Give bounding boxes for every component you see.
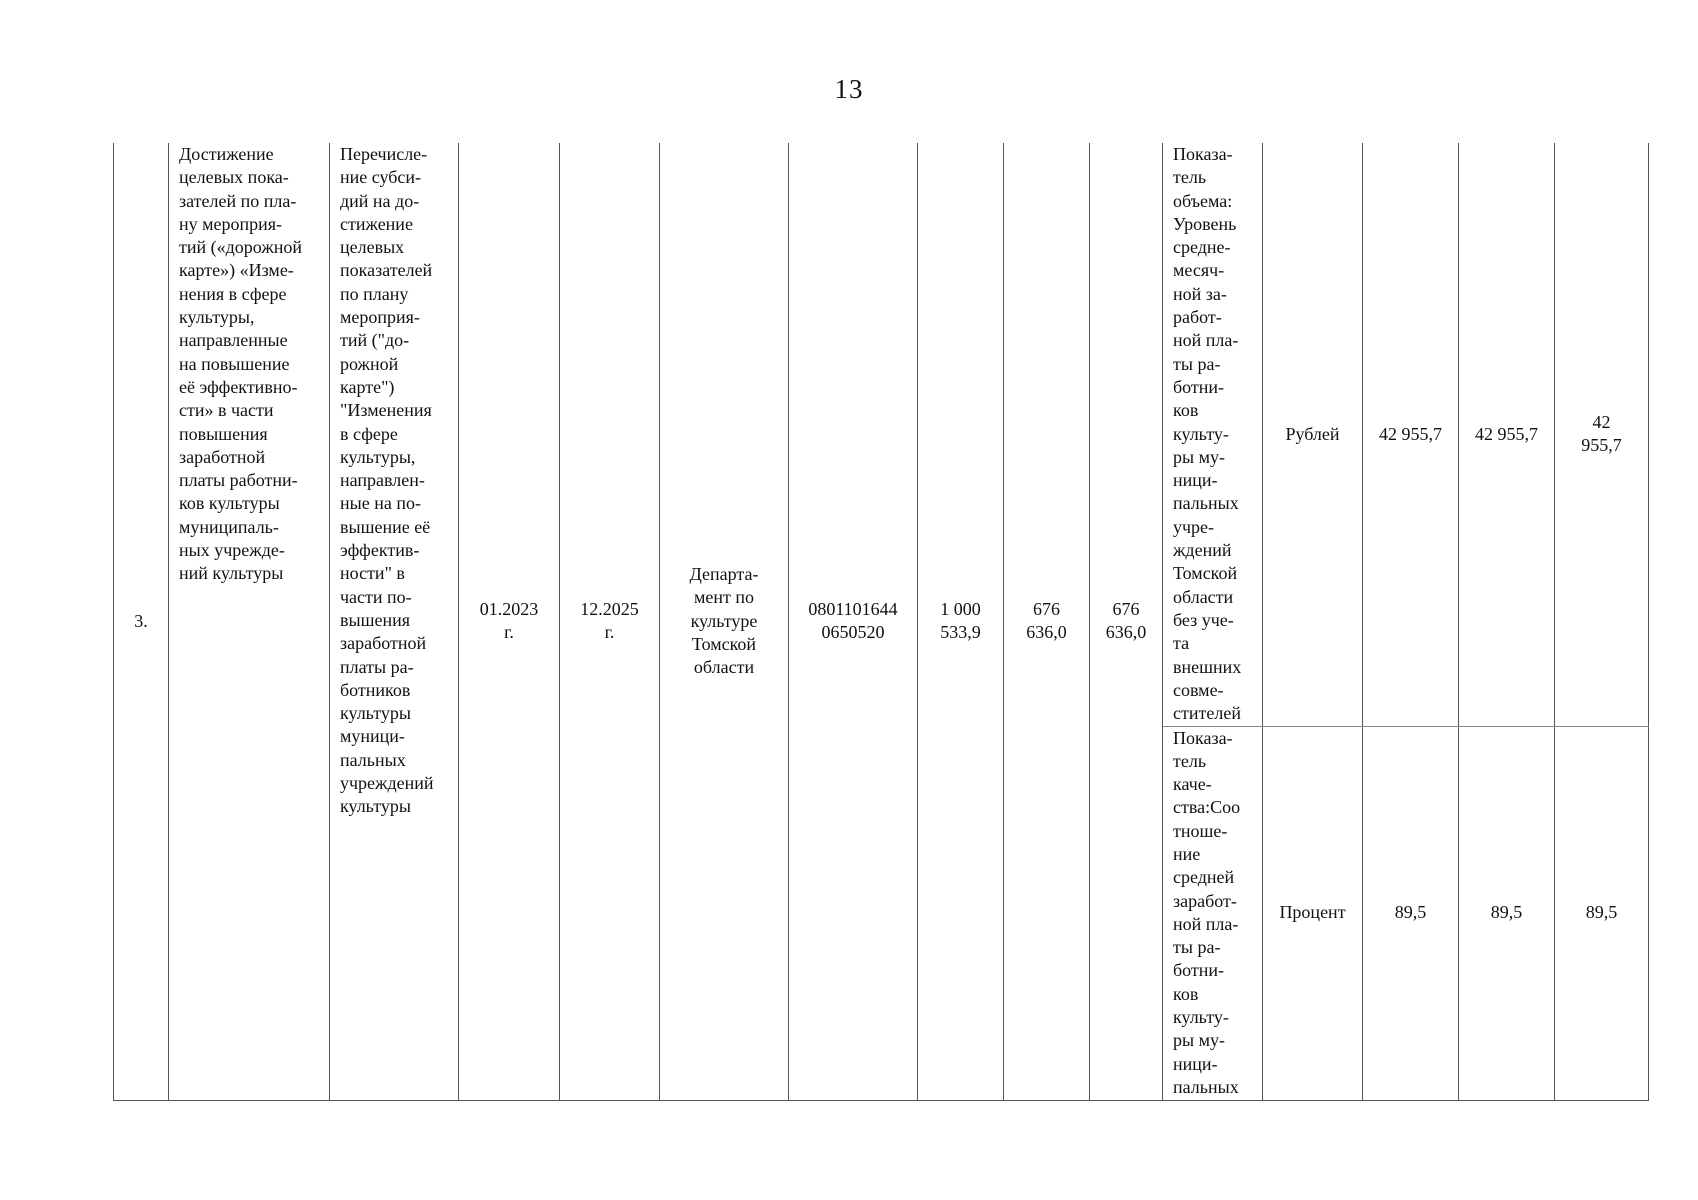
start-date: 01.2023 г.: [459, 143, 560, 1100]
indicator-value-1: 89,5: [1363, 726, 1459, 1100]
page-number: 13: [834, 74, 864, 104]
indicator-name: Показа- тель объема: Уровень средне- месяч- ной за- работ- ной пла- ты ра- ботни- ков культу- ры му- ници- пальных учре- ждений Томской области без уче- та внешних совме- стителей: [1163, 143, 1263, 726]
indicator-value-1: 42 955,7: [1363, 143, 1459, 726]
indicator-value-2: 89,5: [1459, 726, 1555, 1100]
amount-third: 676 636,0: [1090, 143, 1163, 1100]
indicator-value-2: 42 955,7: [1459, 143, 1555, 726]
measures-table: [113, 143, 1649, 1101]
amount-total: 1 000 533,9: [918, 143, 1004, 1100]
indicator-unit: Процент: [1263, 726, 1363, 1100]
event-name: Достижение целевых пока- зателей по пла- ну мероприя- тий («дорожной карте») «Изме- нения в сфере культуры, направленные на повышение её эффективно- сти» в части повышения заработной платы работни- ков культуры муниципаль- ных учрежде- ний культуры: [169, 143, 330, 1100]
indicator-value-3: 42 955,7: [1555, 143, 1649, 726]
indicator-name: Показа- тель каче- ства:Соо тноше- ние средней заработ- ной пла- ты ра- ботни- ков культу- ры му- ници- пальных: [1163, 726, 1263, 1100]
executor: Департа- мент по культуре Томской области: [660, 143, 789, 1100]
table-row: [114, 143, 1649, 726]
action-description: Перечисле- ние субси- дий на до- стижение целевых показателей по плану мероприя- тий ("до- рожной карте") "Изменения в сфере культуры, направлен- ные на по- вышение её эффектив- ности" в части по- вышения заработной платы ра- ботников культуры муници- пальных учреждений культуры: [330, 143, 459, 1100]
indicator-unit: Рублей: [1263, 143, 1363, 726]
end-date: 12.2025 г.: [560, 143, 660, 1100]
budget-code: 0801101644 0650520: [789, 143, 918, 1100]
indicator-value-3: 89,5: [1555, 726, 1649, 1100]
amount-second: 676 636,0: [1004, 143, 1090, 1100]
row-number: 3.: [114, 143, 169, 1100]
